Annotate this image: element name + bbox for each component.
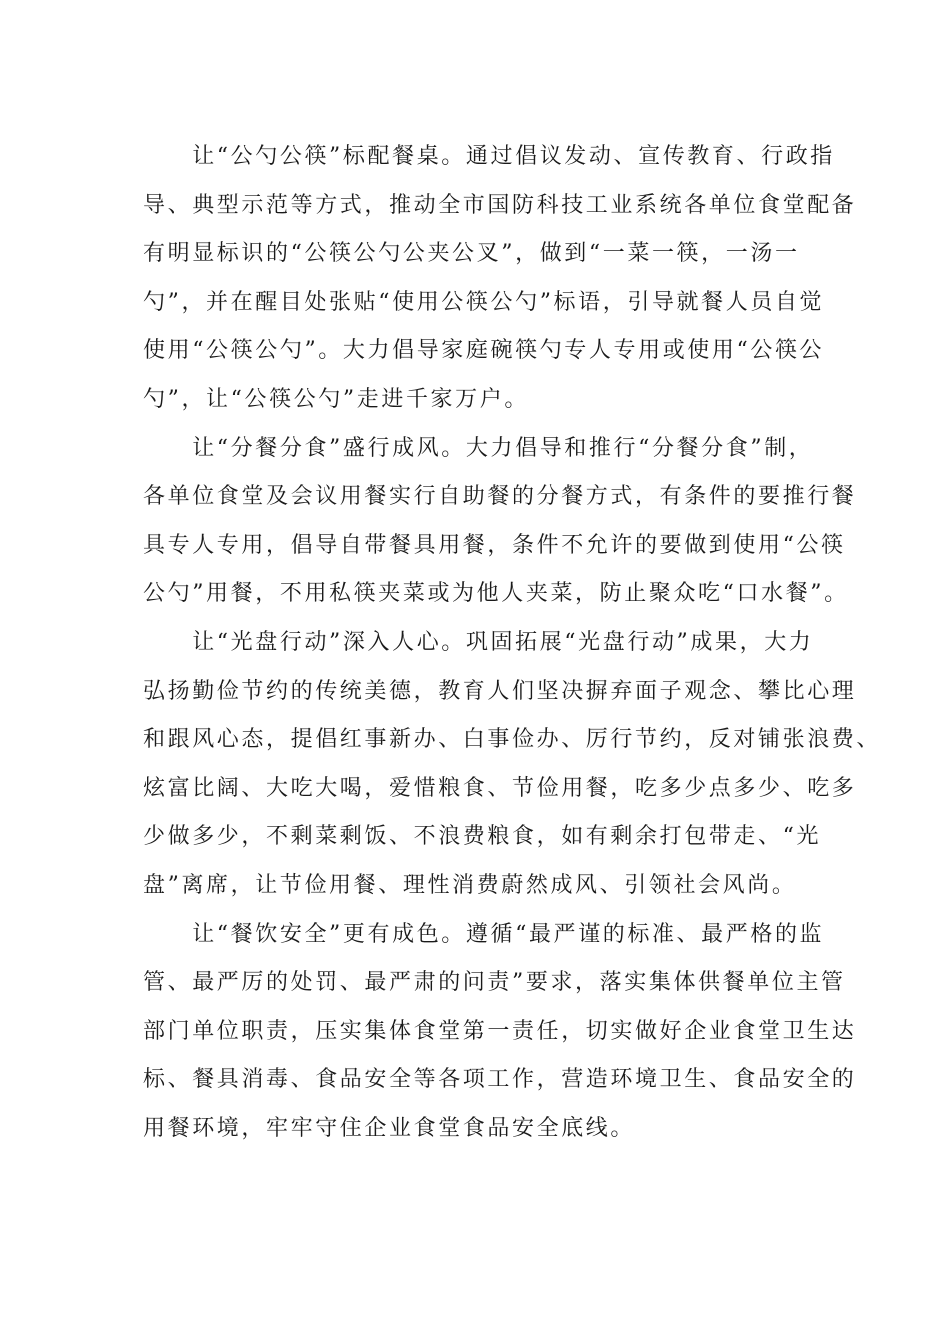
text-line: 各单位食堂及会议用餐实行自助餐的分餐方式，有条件的要推行餐 bbox=[143, 484, 857, 510]
text-line: 让“餐饮安全”更有成色。遵循“最严谨的标准、最严格的监 bbox=[143, 921, 825, 947]
text-line: 少做多少，不剩菜剩饭、不浪费粮食，如有剩余打包带走、“光 bbox=[143, 824, 822, 850]
text-line: 有明显标识的“公筷公勺公夹公叉”，做到“一菜一筷，一汤一 bbox=[143, 241, 800, 267]
paragraph-food-safety bbox=[143, 911, 857, 1154]
text-line: 让“光盘行动”深入人心。巩固拓展“光盘行动”成果，大力 bbox=[143, 629, 814, 655]
text-line: 让“公勺公筷”标配餐桌。通过倡议发动、宣传教育、行政指 bbox=[143, 144, 835, 169]
text-line: 标、餐具消毒、食品安全等各项工作，营造环境卫生、食品安全的 bbox=[143, 1067, 857, 1093]
text-line: 具专人专用，倡导自带餐具用餐，条件不允许的要做到使用“公筷 bbox=[143, 532, 846, 558]
text-line: 和跟风心态，提倡红事新办、白事俭办、厉行节约，反对铺张浪费、 bbox=[143, 727, 882, 753]
paragraph-public-chopsticks bbox=[143, 133, 857, 425]
paragraph-clean-plate bbox=[143, 619, 882, 911]
text-line: 让“分餐分食”盛行成风。大力倡导和推行“分餐分食”制， bbox=[143, 435, 814, 461]
text-line: 用餐环境，牢牢守住企业食堂食品安全底线。 bbox=[143, 1115, 636, 1141]
text-line: 勺”，并在醒目处张贴“使用公筷公勺”标语，引导就餐人员自觉 bbox=[143, 289, 825, 315]
text-line: 导、典型示范等方式，推动全市国防科技工业系统各单位食堂配备 bbox=[143, 192, 857, 218]
text-line: 公勺”用餐，不用私筷夹菜或为他人夹菜，防止聚众吃“口水餐”。 bbox=[143, 581, 849, 607]
text-line: 部门单位职责，压实集体食堂第一责任，切实做好企业食堂卫生达 bbox=[143, 1018, 857, 1044]
text-line: 勺”，让“公筷公勺”走进千家万户。 bbox=[143, 386, 529, 412]
document-body bbox=[143, 133, 882, 1153]
paragraph-separate-dining bbox=[143, 425, 857, 619]
text-line: 盘”离席，让节俭用餐、理性消费蔚然成风、引领社会风尚。 bbox=[143, 872, 797, 898]
text-line: 管、最严厉的处罚、最严肃的问责”要求，落实集体供餐单位主管 bbox=[143, 970, 846, 996]
text-line: 使用“公筷公勺”。大力倡导家庭碗筷勺专人专用或使用“公筷公 bbox=[143, 338, 825, 364]
text-line: 炫富比阔、大吃大喝，爱惜粮食、节俭用餐，吃多少点多少、吃多 bbox=[143, 775, 857, 801]
text-line: 弘扬勤俭节约的传统美德，教育人们坚决摒弃面子观念、攀比心理 bbox=[143, 678, 857, 704]
